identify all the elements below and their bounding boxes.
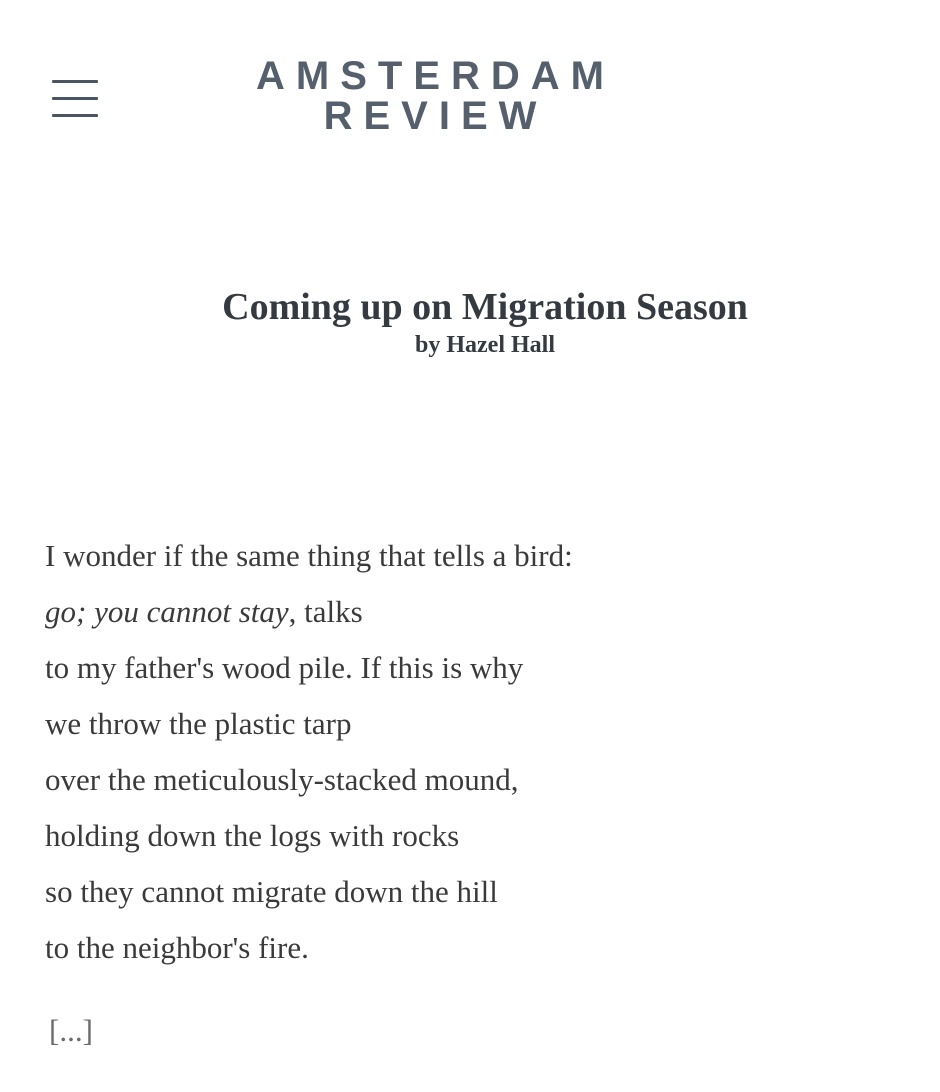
poem-continuation: [...]: [49, 1013, 93, 1048]
poem-line: [45, 920, 895, 976]
poem-line: [45, 584, 895, 640]
logo-line-review: REVIEW: [323, 94, 548, 138]
hamburger-menu-icon[interactable]: [52, 80, 98, 118]
article-title: Coming up on Migration Season: [222, 286, 748, 328]
logo-line-amsterdam: AMSTERDAM: [256, 54, 615, 98]
article-header: [0, 284, 940, 360]
poem-line-text: to my father's wood pile. If this is why: [45, 650, 524, 685]
poem-line-text: to the neighbor's fire.: [45, 930, 309, 965]
poem-line: [45, 752, 895, 808]
poem-line-text: we throw the plastic tarp: [45, 706, 352, 741]
poem-line: [45, 640, 895, 696]
poem-line-text: holding down the logs with rocks: [45, 818, 460, 853]
menu-bar-bottom: [52, 114, 98, 117]
poem-line: [45, 528, 895, 584]
site-logo[interactable]: [200, 56, 660, 136]
poem-line-text: so they cannot migrate down the hill: [45, 874, 498, 909]
poem-line-text: I wonder if the same thing that tells a bird:: [45, 538, 573, 573]
poem-line: [45, 864, 895, 920]
poem-line-text: over the meticulously-stacked mound,: [45, 762, 519, 797]
poem-line: [45, 696, 895, 752]
poem-line-italic: go; you cannot stay: [45, 594, 289, 629]
poem-body: [45, 528, 895, 976]
menu-bar-middle: [52, 97, 98, 100]
menu-bar-top: [52, 80, 98, 83]
article-byline: by Hazel Hall: [415, 332, 555, 358]
poem-line-text: , talks: [288, 594, 363, 629]
poem-line: [45, 808, 895, 864]
